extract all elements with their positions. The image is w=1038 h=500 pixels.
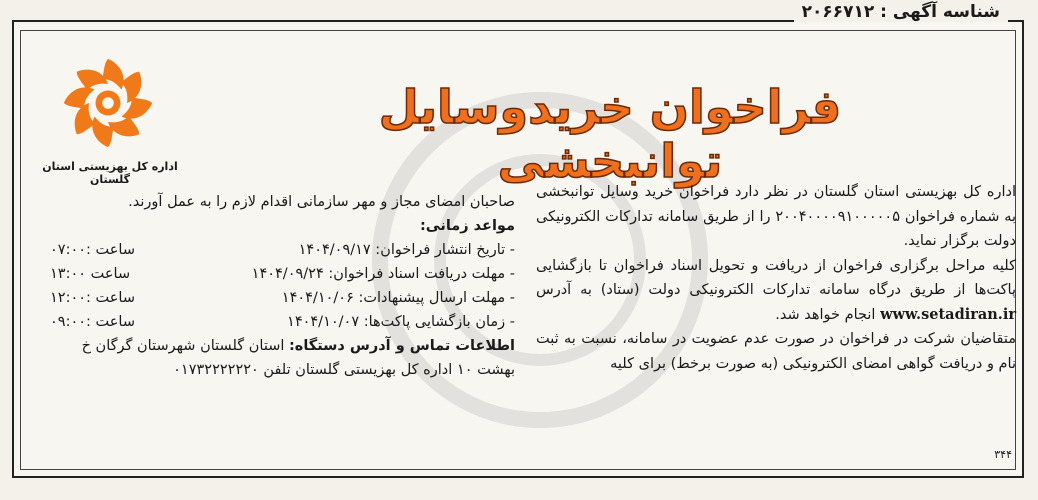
- continuation-text: صاحبان امضای مجاز و مهر سازمانی اقدام لازم را به عمل آورند.: [128, 194, 515, 210]
- schedule-time: ساعت ۱۳:۰۰: [50, 266, 131, 282]
- announcement-left-column: [40, 190, 515, 382]
- schedule-row: [40, 262, 515, 286]
- page-title: فراخوان خریدوسایل توانبخشی: [378, 80, 842, 188]
- behzisti-logo-icon: [60, 55, 156, 151]
- contact-heading: اطلاعات تماس و آدرس دستگاه:: [288, 338, 515, 354]
- contact-text: استان گلستان شهرستان گرگان خ بهشت ۱۰ اداره کل بهزیستی گلستان تلفن ۰۱۷۳۲۲۲۲۲۲۰: [81, 338, 515, 378]
- schedule-row: [40, 310, 515, 334]
- announcement-paragraph-3: متقاضیان شرکت در فراخوان در صورت عدم عضویت در سامانه، نسبت به ثبت نام و دریافت گواهی امضای الکترونیکی (به صورت برخط) برای کلیه: [536, 331, 1016, 372]
- schedule-row: [40, 286, 515, 310]
- setadiran-url-link[interactable]: www.setadiran.ir: [880, 305, 1016, 323]
- schedule-heading: مواعد زمانی:: [419, 218, 515, 234]
- schedule-label: - مهلت دریافت اسناد فراخوان: ۱۴۰۴/۰۹/۲۴: [251, 266, 515, 282]
- schedule-time: ساعت :۰۷:۰۰: [50, 242, 135, 258]
- schedule-row: [40, 238, 515, 262]
- schedule-time: ساعت :۰۹:۰۰: [50, 314, 135, 330]
- announcement-right-column: [536, 180, 1016, 376]
- schedule-time: ساعت :۱۲:۰۰: [50, 290, 135, 306]
- announcement-paragraph-1: اداره کل بهزیستی استان گلستان در نظر دارد فراخوان خرید وسایل توانبخشی به شماره فراخوان ۲۰۰۴۰۰۰۰۹۱۰۰۰۰۰۵ را از طریق سامانه تدارکات الکترونیکی دولت برگزار نماید.: [536, 184, 1017, 249]
- page-number: ۳۴۴: [994, 448, 1012, 461]
- organization-name: اداره کل بهزیستی استان گلستان: [42, 160, 178, 186]
- paragraph-2-text: کلیه مراحل برگزاری فراخوان از دریافت و تحویل اسناد فراخوان تا بازگشایی پاکت‌ها از طریق درگاه سامانه تدارکات الکترونیکی دولت (ستاد) به آدرس: [536, 257, 1016, 298]
- ad-id-label: شناسه آگهی : ۲۰۶۶۷۱۲: [794, 2, 1008, 22]
- schedule-label: - زمان بازگشایی پاکت‌ها: ۱۴۰۴/۱۰/۰۷: [287, 314, 515, 330]
- contact-info: [40, 334, 515, 382]
- announcement-paragraph-2: [536, 254, 1016, 328]
- schedule-label: - تاریخ انتشار فراخوان: ۱۴۰۴/۰۹/۱۷: [298, 242, 515, 258]
- schedule-label: - مهلت ارسال پیشنهادات: ۱۴۰۴/۱۰/۰۶: [281, 290, 515, 306]
- paragraph-2-end: انجام خواهد شد.: [775, 306, 876, 323]
